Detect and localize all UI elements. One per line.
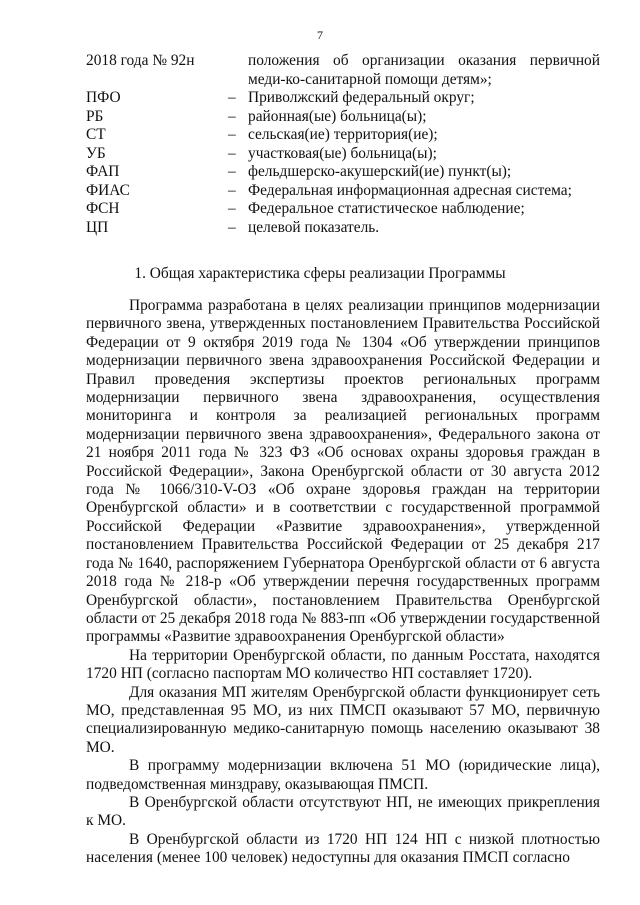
- abbreviation-dash: –: [228, 144, 236, 162]
- abbreviation-definition: фельдшерско-акушерский(ие) пункт(ы);: [248, 163, 512, 180]
- abbreviation-term: РБ: [86, 107, 104, 125]
- abbreviation-term: 2018 года № 92н: [86, 52, 195, 69]
- abbreviation-row: [86, 126, 600, 145]
- abbreviation-dash: –: [228, 181, 236, 199]
- abbreviation-dash: –: [228, 200, 236, 217]
- paragraph: На территории Оренбургской области, по данным Росстата, находятся 1720 НП (согласно паспортам МО количество НП составляет 1720).: [86, 646, 600, 683]
- abbreviation-definition: Приволжский федеральный округ;: [248, 89, 475, 106]
- abbreviation-row: [86, 200, 600, 219]
- abbreviation-row: [86, 163, 600, 182]
- abbreviation-dash: –: [228, 126, 236, 143]
- abbreviation-dash: –: [228, 107, 236, 125]
- abbreviation-definition: участковая(ые) больница(ы);: [248, 144, 437, 162]
- paragraph: Программа разработана в целях реализации принципов модернизации первичного звена, утвержденных постановлением Правительства Российской Федерации от 9 октября 2019 года № 1304 «Об утверждении принципов модернизации первичного звена здравоохранения Российской Федерации и Правил проведения экспертизы проектов региональных программ модернизации первичного звена здравоохранения, осуществления мониторинга и контроля за реализацией региональных программ модернизации первичного звена здравоохранения», Федерального закона от 21 ноября 2011 года № 323 ФЗ «Об основах охраны здоровья граждан в Российской Федерации», Закона Оренбургской области от 30 августа 2012 года № 1066/310-V-ОЗ «Об охране здоровья граждан на территории Оренбургской области» и в соответствии с государственной программой Российской Федерации «Развитие здравоохранения», утвержденной постановлением Правительства Российской Федерации от 25 декабря 217 года № 1640, распоряжением Губернатора Оренбургской области от 6 августа 2018 года № 218-р «Об утверждении перечня государственных программ Оренбургской области», постановлением Правительства Оренбургской области от 25 декабря 2018 года № 883-пп «Об утверждении государственной программы «Развитие здравоохранения Оренбургской области»: [86, 297, 600, 646]
- paragraph: В программу модернизации включена 51 МО (юридические лица), подведомственная минздраву, оказывающая ПМСП.: [86, 757, 600, 793]
- abbreviation-row: [86, 52, 600, 89]
- abbreviation-definition: районная(ые) больница(ы);: [248, 107, 427, 125]
- abbreviation-row: [86, 108, 600, 127]
- abbreviation-term: СТ: [86, 126, 106, 143]
- abbreviation-term: ФИАС: [86, 181, 130, 199]
- abbreviation-term: ФАП: [86, 163, 120, 180]
- abbreviation-row: [86, 219, 600, 238]
- abbreviation-row: [86, 182, 600, 201]
- abbreviation-term: ЦП: [86, 218, 109, 236]
- abbreviation-term: ФСН: [86, 200, 120, 217]
- abbreviation-definition: Федеральная информационная адресная система;: [248, 181, 572, 199]
- abbreviation-definition: сельская(ие) территория(ие);: [248, 126, 438, 143]
- abbreviation-dash: –: [228, 163, 236, 180]
- abbreviation-row: [86, 145, 600, 164]
- abbreviation-definition: целевой показатель.: [248, 218, 380, 236]
- abbreviation-dash: –: [228, 218, 236, 236]
- paragraph: Для оказания МП жителям Оренбургской области функционирует сеть МО, представленная 95 МО, из них ПМСП оказывают 57 МО, первичную специализированную медико-санитарную помощь населению оказывают 38 МО.: [86, 683, 600, 756]
- paragraph: В Оренбургской области из 1720 НП 124 НП с низкой плотностью населения (менее 100 человек) недоступны для оказания ПМСП согласно: [86, 830, 600, 867]
- section-heading: 1. Общая характеристика сферы реализации Программы: [134, 265, 506, 282]
- abbreviations-list: [86, 52, 600, 237]
- abbreviation-definition: Федеральное статистическое наблюдение;: [248, 200, 525, 217]
- abbreviation-definition: положения об организации оказания первичной меди-ко-санитарной помощи детям»;: [248, 52, 600, 88]
- abbreviation-term: УБ: [86, 144, 106, 162]
- abbreviation-row: [86, 89, 600, 108]
- abbreviation-term: ПФО: [86, 89, 121, 106]
- abbreviation-dash: –: [228, 89, 236, 106]
- page-number: 7: [317, 28, 323, 42]
- paragraph: В Оренбургской области отсутствуют НП, не имеющих прикрепления к МО.: [86, 793, 600, 830]
- body-text: [86, 297, 600, 868]
